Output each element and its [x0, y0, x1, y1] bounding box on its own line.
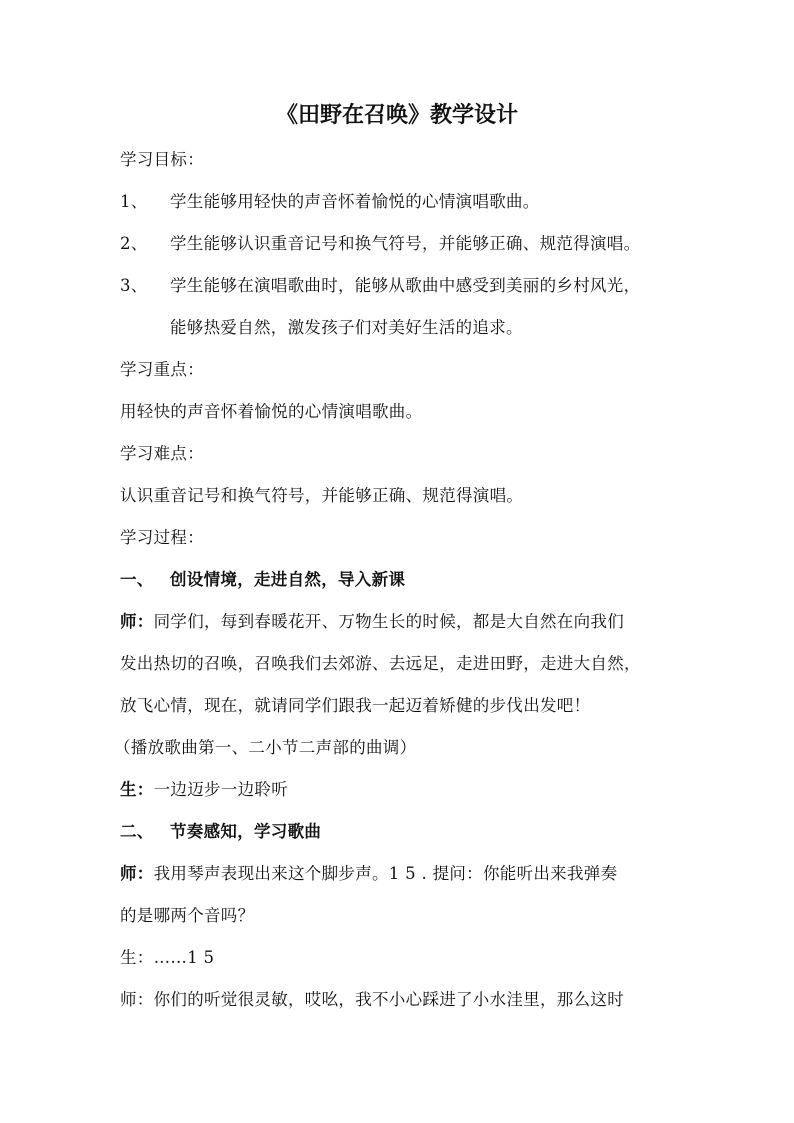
section-2-heading [120, 819, 690, 845]
goal-text: 学生能够在演唱歌曲时，能够从歌曲中感受到美丽的乡村风光， [170, 276, 641, 295]
dialogue-text: 我用琴声表现出来这个脚步声。1 5 . 提问：你能听出来我弹奏 [153, 864, 618, 883]
section-number: 二、 [120, 822, 154, 841]
s2-teacher-line-3: 师：你们的听觉很灵敏，哎吆，我不小心踩进了小水洼里，那么这时 [120, 990, 624, 1009]
section-title: 节奏感知，学习歌曲 [170, 822, 322, 841]
focus-heading: 学习重点： [120, 360, 204, 379]
s2-student-line: 生：……1 5 [120, 948, 215, 967]
s1-student-line [120, 777, 690, 803]
speaker-label: 生： [120, 780, 154, 799]
s2-teacher-line-1 [120, 861, 690, 887]
process-heading: 学习过程： [120, 528, 204, 547]
goal-text: 学生能够用轻快的声音怀着愉悦的心情演唱歌曲。 [170, 192, 540, 211]
section-title: 创设情境，走进自然，导入新课 [170, 570, 406, 589]
s1-note: （播放歌曲第一、二小节二声部的曲调） [114, 738, 417, 757]
section-1-heading [120, 567, 690, 593]
goal-item-1 [120, 189, 690, 215]
speaker-label: 师： [120, 612, 154, 631]
goals-heading: 学习目标： [120, 150, 204, 169]
goal-number: 2、 [120, 234, 148, 253]
goal-item-3 [120, 273, 690, 299]
dialogue-text: 同学们，每到春暖花开、万物生长的时候，都是大自然在向我们 [153, 612, 625, 631]
goal-item-3-continuation: 能够热爱自然，激发孩子们对美好生活的追求。 [170, 318, 523, 337]
difficulty-text: 认识重音记号和换气符号，并能够正确、规范得演唱。 [120, 486, 524, 505]
s1-teacher-line-2: 发出热切的召唤，召唤我们去郊游、去远足，走进田野，走进大自然， [120, 654, 641, 673]
focus-text: 用轻快的声音怀着愉悦的心情演唱歌曲。 [120, 402, 423, 421]
goal-number: 1、 [120, 192, 148, 211]
speaker-label: 师： [120, 864, 154, 883]
document-title: 《田野在召唤》教学设计 [275, 103, 518, 128]
goal-text: 学生能够认识重音记号和换气符号，并能够正确、规范得演唱。 [170, 234, 641, 253]
goal-number: 3、 [120, 276, 148, 295]
dialogue-text: 一边迈步一边聆听 [153, 780, 289, 799]
goal-item-2 [120, 231, 690, 257]
s2-teacher-line-2: 的是哪两个音吗？ [120, 906, 255, 925]
section-number: 一、 [120, 570, 154, 589]
s1-teacher-line-3: 放飞心情，现在，就请同学们跟我一起迈着矫健的步伐出发吧！ [120, 696, 591, 715]
s1-teacher-line-1 [120, 609, 690, 635]
difficulty-heading: 学习难点： [120, 444, 204, 463]
